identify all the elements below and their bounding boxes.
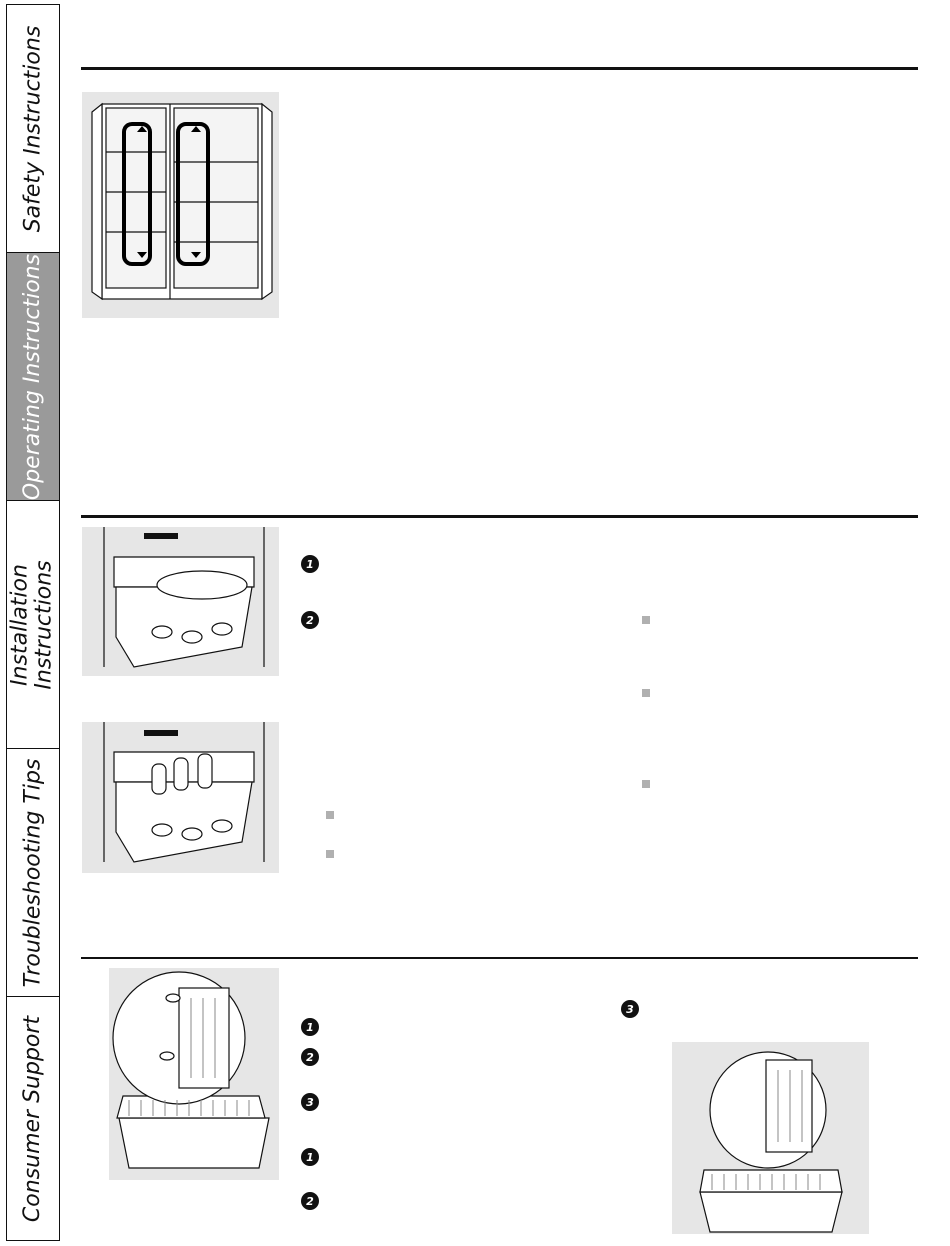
tab-troubleshooting-tips[interactable] (7, 749, 59, 997)
tab-label (9, 560, 57, 689)
section-rule-bottom (81, 957, 918, 959)
tab-consumer-support[interactable] (7, 997, 59, 1240)
step-marker-1: 1 (301, 1148, 319, 1166)
tab-label-line-1: Installation (8, 563, 33, 686)
bullet-square (326, 811, 334, 819)
tab-installation-instructions[interactable] (7, 501, 59, 749)
bullet-square (642, 780, 650, 788)
drawer-replacement-illustration (672, 1042, 869, 1234)
tab-label: Operating Instructions (20, 253, 46, 500)
bullet-square (326, 850, 334, 858)
step-marker-1: 1 (301, 1018, 319, 1036)
tab-label: Safety Instructions (20, 25, 46, 232)
tab-label: Consumer Support (20, 1015, 45, 1222)
section-rule-top (81, 67, 918, 70)
step-marker-2: 2 (301, 611, 319, 629)
step-marker-2: 2 (301, 1048, 319, 1066)
step-marker-1: 1 (301, 555, 319, 573)
step-marker-3: 3 (621, 1000, 639, 1018)
bullet-square (642, 689, 650, 697)
drawer-illustration-1 (82, 527, 279, 676)
refrigerator-airflow-illustration (82, 92, 279, 318)
bullet-square (642, 616, 650, 624)
section-rule-middle (81, 515, 918, 518)
tab-label-line-2: Instructions (32, 559, 57, 690)
drawer-removal-illustration (109, 968, 279, 1180)
section-tabs (6, 4, 60, 1241)
drawer-illustration-2 (82, 722, 279, 873)
step-marker-3: 3 (301, 1093, 319, 1111)
tab-safety-instructions[interactable] (7, 5, 59, 253)
step-marker-2: 2 (301, 1192, 319, 1210)
tab-operating-instructions[interactable] (7, 253, 59, 501)
tab-label: Troubleshooting Tips (20, 758, 46, 987)
